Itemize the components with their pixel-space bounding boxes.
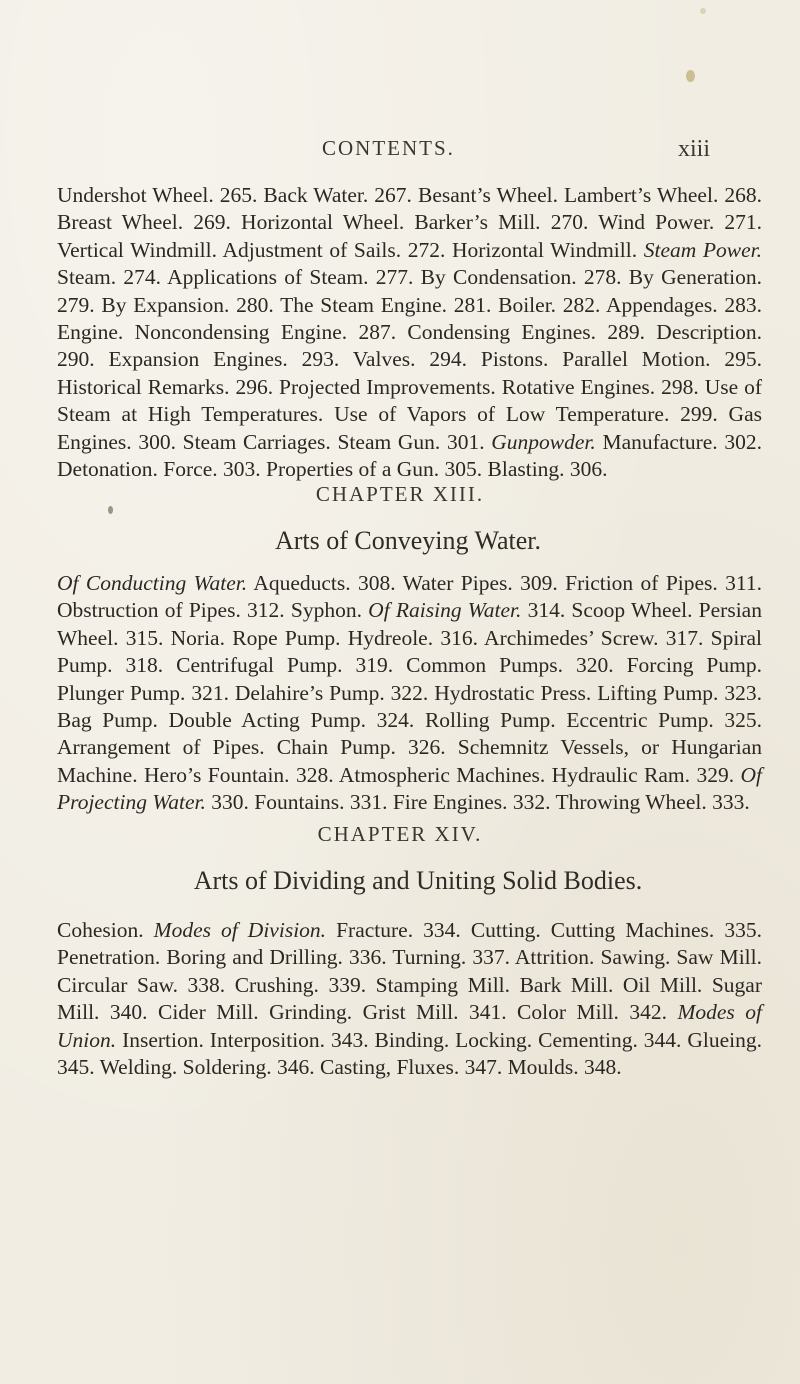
text-run: Aqueducts. 308. Water Pipes. 309. Friction of Pipes. 311. Obstruction of Pipes. 312. Syphon. bbox=[57, 571, 762, 623]
contents-paragraph-steam-power bbox=[57, 182, 762, 483]
paper-stain bbox=[700, 8, 706, 14]
chapter-xiv-label: CHAPTER XIV. bbox=[317, 822, 483, 846]
text-run: Insertion. Interposition. 343. Binding. Locking. Cementing. 344. Glueing. 345. Welding. Soldering. 346. Casting, Fluxes. 347. Moulds. 348. bbox=[57, 1027, 762, 1080]
paper-stain bbox=[108, 506, 113, 514]
page-number: xiii bbox=[678, 136, 711, 162]
section-heading-projecting-water: Of Projecting Water. bbox=[57, 762, 762, 815]
text-run: Fracture. 334. Cutting. Cutting Machines. 335. Penetration. Boring and Drilling. 336. Turning. 337. Attrition. Sawing. Saw Mill. Circular Saw. 338. Crushing. 339. Stamping Mill. Bark Mill. Oil Mill. Sugar Mill. 340. Cider Mill. Grinding. Grist Mill. 341. Color Mill. 342. bbox=[57, 918, 762, 1025]
text-run: 330. Fountains. 331. Fire Engines. 332. Throwing Wheel. 333. bbox=[205, 790, 750, 815]
section-heading-gunpowder: Gunpowder. bbox=[491, 429, 596, 454]
chapter-xiii-title: Arts of Conveying Water. bbox=[274, 526, 542, 555]
contents-paragraph-conveying-water bbox=[57, 570, 762, 817]
section-heading-modes-of-division: Modes of Division. bbox=[153, 918, 327, 942]
running-title: CONTENTS. bbox=[322, 136, 455, 160]
text-run: Steam. 274. Applications of Steam. 277. By Condensation. 278. By Generation. 279. By Expansion. 280. The Steam Engine. 281. Boiler. 282. Appendages. 283. Engine. Noncondensing Engine. 287. Condensing Engines. 289. Description. 290. Expansion Engines. 293. Valves. 294. Pistons. Parallel Motion. 295. Historical Remarks. 296. Projected Improvements. Rotative Engines. 298. Use of Steam at High Temperatures. Use of Vapors of Low Temperature. 299. Gas Engines. 300. Steam Carriages. Steam Gun. 301. bbox=[57, 265, 762, 454]
text-run: Cohesion. bbox=[57, 918, 154, 942]
chapter-xiv-title: Arts of Dividing and Uniting Solid Bodies. bbox=[193, 866, 643, 895]
section-heading-modes-of-union: Modes of Union. bbox=[57, 1000, 762, 1052]
contents-paragraph-solid-bodies bbox=[57, 917, 762, 1081]
text-run: 314. Scoop Wheel. Persian Wheel. 315. Noria. Rope Pump. Hydreole. 316. Archimedes’ Screw. 317. Spiral Pump. 318. Centrifugal Pump. 319. Common Pumps. 320. Forcing Pump. Plunger Pump. 321. Delahire’s Pump. 322. Hydrostatic Press. Lifting Pump. 323. Bag Pump. Double Acting Pump. 324. Rolling Pump. Eccentric Pump. 325. Arrangement of Pipes. Chain Pump. 326. Schemnitz Vessels, or Hungarian Machine. Hero’s Fountain. 328. Atmospheric Machines. Hydraulic Ram. 329. bbox=[57, 598, 762, 787]
text-run: Undershot Wheel. 265. Back Water. 267. Besant’s Wheel. Lambert’s Wheel. 268. Breast Wheel. 269. Horizontal Wheel. Barker’s Mill. 270. Wind Power. 271. Vertical Windmill. Adjustment of Sails. 272. Horizontal Windmill. bbox=[57, 183, 762, 262]
section-heading-steam-power: Steam Power. bbox=[643, 237, 763, 262]
chapter-xiii-label: CHAPTER XIII. bbox=[315, 482, 485, 506]
text-run: Manufacture. 302. Detonation. Force. 303. Properties of a Gun. 305. Blasting. 306. bbox=[57, 429, 762, 482]
section-heading-conducting-water: Of Conducting Water. bbox=[57, 571, 248, 595]
paper-stain bbox=[686, 70, 695, 82]
running-header bbox=[0, 136, 800, 176]
section-heading-raising-water: Of Raising Water. bbox=[368, 598, 522, 623]
